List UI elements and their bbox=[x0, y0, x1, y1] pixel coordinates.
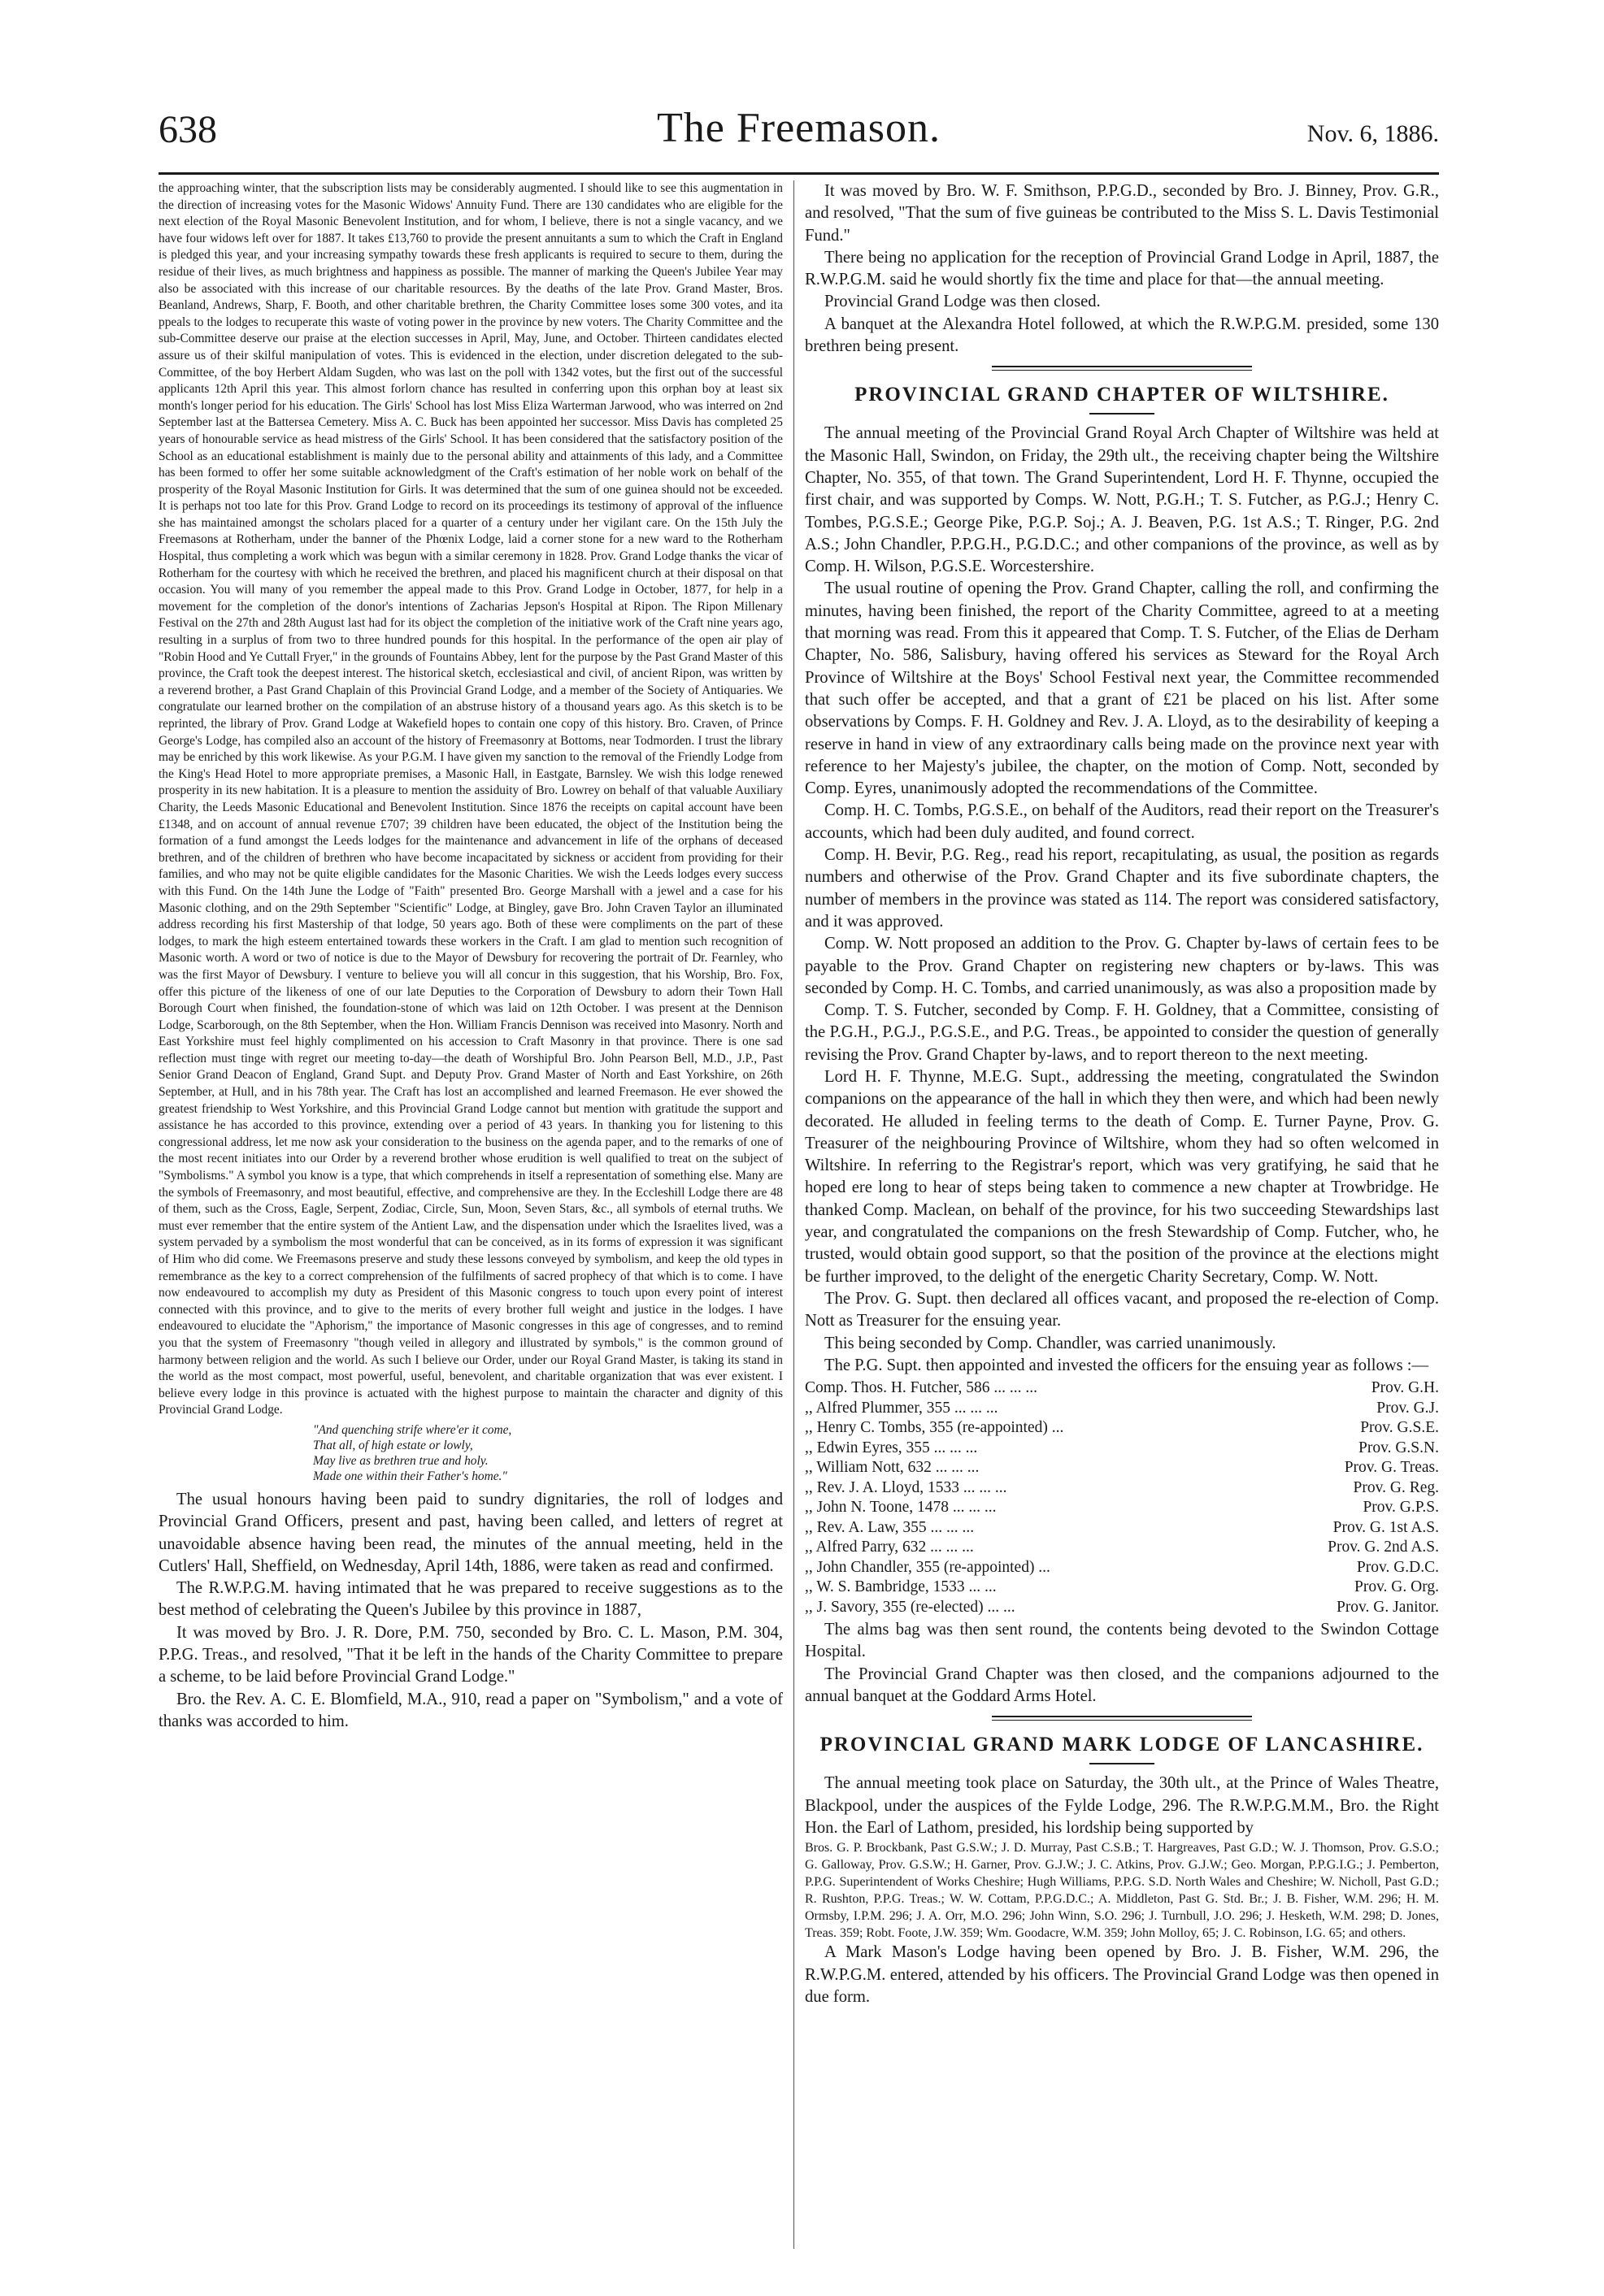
article-paragraph: This being seconded by Comp. Chandler, was carried unanimously. bbox=[824, 1334, 1276, 1352]
article-paragraph: Comp. H. Bevir, P.G. Reg., read his report, recapitulating, as usual, the position as regards numbers and otherwise of the Prov. Grand Chapter and its five subordinate chapters, the number of members in the province was stated as 114. The report was considered satisfactory, and it was approved. bbox=[805, 846, 1439, 931]
article-heading: PROVINCIAL GRAND MARK LODGE OF LANCASHIRE. bbox=[819, 1734, 1424, 1756]
paragraph-motion: It was moved by Bro. J. R. Dore, P.M. 750, seconded by Bro. C. L. Mason, P.M. 304, P.P.G. Treas., and resolved, "That it be left in the hands of the Charity Committee to prepare a scheme, to be laid before Provincial Grand Lodge." bbox=[159, 1623, 783, 1686]
article-paragraph: The usual routine of opening the Prov. Grand Chapter, calling the roll, and confirming the minutes, having been finished, the report of the Charity Committee, agreed to at a meeting that morning was read. From this it appeared that Comp. T. S. Futcher, of the Elias de Derham Chapter, No. 586, Salisbury, having offered his services as Steward for the Royal Arch Province of Wiltshire at the Boys' School Festival next year, the Committee recommended that such offer be accepted, and that a grant of £21 be placed on his list. After some observations by Comps. F. H. Goldney and Rev. J. A. Lloyd, as to the desirability of keeping a reserve in hand in view of any extraordinary calls being made on the province next year with reference to her Majesty's jubilee, the chapter, on the motion of Comp. Nott, seconded by Comp. Eyres, unanimously adopted the recommendations of the Committee. bbox=[805, 579, 1439, 798]
officer-office: Prov. G. 1st A.S. bbox=[1332, 1518, 1439, 1536]
page-number: 638 bbox=[159, 108, 217, 151]
officer-office: Prov. G.D.C. bbox=[1356, 1558, 1439, 1576]
masthead-rule bbox=[159, 172, 1439, 175]
section-separator bbox=[992, 1716, 1252, 1721]
section-separator bbox=[992, 366, 1252, 371]
article-lancashire bbox=[805, 1732, 1439, 2008]
officer-row bbox=[805, 1518, 1439, 1539]
article-paragraph: The alms bag was then sent round, the contents being devoted to the Swindon Cottage Hospital. bbox=[805, 1621, 1439, 1661]
officer-name: ,, Alfred Parry, 632 ... ... ... bbox=[805, 1539, 974, 1556]
officer-row bbox=[805, 1538, 1439, 1558]
officer-row bbox=[805, 1558, 1439, 1578]
article-paragraph: The Provincial Grand Chapter was then closed, and the companions adjourned to the annual banquet at the Goddard Arms Hotel. bbox=[805, 1664, 1439, 1706]
officer-office: Prov. G. Org. bbox=[1354, 1578, 1439, 1596]
paragraph-closed: Provincial Grand Lodge was then closed. bbox=[824, 293, 1101, 311]
article-paragraph: Lord H. F. Thynne, M.E.G. Supt., addressing the meeting, congratulated the Swindon companions on the appearance of the hall in which they then were, and which had been newly decorated. He alluded in feeling terms to the death of Comp. E. Turner Payne, Prov. G. Treasurer of the neighbouring Province of Wiltshire, whom they had so often welcomed in Wiltshire. In referring to the Registrar's report, which was very gratifying, he said that he hoped ere long to hear of steps being taken to commence a new chapter at Trowbridge. He thanked Comp. Maclean, on behalf of the province, for his two succeeding Stewardships last year, and congratulated the companions on the fresh Stewardship of Comp. Futcher, who, he trusted, would obtain good support, so that the position of the province at the elections might be further improved, to the delight of the energetic Charity Secretary, Comp. W. Nott. bbox=[805, 1067, 1439, 1286]
verse-line: That all, of high estate or lowly, bbox=[313, 1438, 473, 1452]
officer-office: Prov. G.S.N. bbox=[1358, 1439, 1439, 1456]
officer-row bbox=[805, 1458, 1439, 1478]
officer-row bbox=[805, 1418, 1439, 1439]
address-continuation: the approaching winter, that the subscription lists may be considerably augmented. I should like to see this augmentation in the direction of increasing votes for the Masonic Widows' Annuity Fund. There are 130 candidates who are eligible for the next election of the Royal Masonic Benevolent Institution, and for whom, I believe, there is not a single vacancy, and we have four widows left over for 1887. It takes £13,760 to provide the present annuitants a sum to which the Craft in England is pledged this year, and your increasing sympathy towards these fresh applicants is required to secure to them, during the residue of their lives, as much brightness and happiness as possible. The manner of marking the Queen's Jubilee Year may also be associated with this increase of our charitable resources. By the deaths of the late Prov. Grand Master, Bros. Beanland, Andrews, Sharp, F. Booth, and other charitable brethren, the Charity Committee loses some 300 votes, and ita ppeals to the lodges to recuperate this waste of voting power in the province by new voters. The Charity Committee and the sub-Committee deserve our praise at the election successes in April, May, June, and October. Thirteen candidates elected assure us of their skilful manipulation of votes. This is evidenced in the election, under discretion delegated to the sub-Committee, of the boy Herbert Aldam Sugden, who was last on the poll with 1342 votes, but the first out of the successful applicants 12th April this year. This almost forlorn chance has resulted in conferring upon this orphan boy at least six month's longer period for his education. The Girls' School has lost Miss Eliza Warterman Jarwood, who was interred on 2nd September last at the Battersea Cemetery. Miss A. C. Buck has been appointed her successor. Miss Davis has completed 25 years of honourable service as head mistress of the Girls' School. It has been considered that the satisfactory position of the School as an educational establishment is mainly due to the personal ability and attainments of this lady, and a Committee has been formed to offer her some suitable acknowledgment of the Craft's estimation of her noble work on behalf of the prosperity of the Royal Masonic Institution for Girls. It was determined that the sum of one guinea should not be exceeded. It is perhaps not too late for this Prov. Grand Lodge to record on its proceedings its testimony of approval of the influence she has maintained amongst the scholars placed for a quarter of a century under her vigilant care. On the 15th July the Freemasons at Rotherham, under the banner of the Phœnix Lodge, laid a corner stone for a new ward to the Rotherham Hospital, thus completing a work which was begun with a similar ceremony in 1828. Prov. Grand Lodge thanks the vicar of Rotherham for the courtesy with which he received the brethren, and placed his magnificent church at their disposal on that occasion. You will many of you remember the appeal made to this Prov. Grand Lodge in October, 1877, for help in a movement for the completion of the donor's intentions of Zacharias Jepson's Hospital at Ripon. The Ripon Millenary Festival on the 27th and 28th August last had for its object the completion of the initiative work of the Craft nine years ago, resulting in a surplus of from two to three hundred pounds for this hospital. In the performance of the open air play of "Robin Hood and Ye Cuttall Fryer," in the grounds of Fountains Abbey, lent for the purpose by the Past Grand Master of this province, the Craft took the deepest interest. The historical sketch, ecclesiastical and civil, of ancient Ripon, was written by a reverend brother, a Past Grand Chaplain of this Provincial Grand Lodge, and a member of the Society of Antiquaries. We congratulate our learned brother on the compilation of an abstruse history of a thousand years ago. As this sketch is to be reprinted, the library of Prov. Grand Lodge at Wakefield hopes to contain one copy of this history. Bro. Craven, of Prince George's Lodge, has compiled also an account of the history of Freemasonry at Bottoms, near Todmorden. I trust the library may be enriched by this work likewise. As your P.G.M. I have given my sanction to the removal of the Friendly Lodge from the King's Head Hotel to more appropriate premises, a Masonic Hall, in Eastgate, Barnsley. We wish this lodge renewed prosperity in its new habitation. It is a pleasure to mention the assiduity of Bro. Lowrey on behalf of that valuable Auxiliary Charity, the Leeds Masonic Educational and Benevolent Institution. Since 1876 the receipts on capital account have been £1348, and on account of annual revenue £707; 39 children have been educated, the object of the Institution being the formation of a fund amongst the Leeds lodges for the maintenance and advancement in life of the orphans of deceased brethren, and of the children of brethren who have become incapacitated by sickness or accident from providing for their families, and who may not be quite eligible candidates for the Masonic Charities. We wish the Leeds lodges every success with this Fund. On the 14th June the Lodge of "Faith" presented Bro. George Marshall with a jewel and a case for his Masonic clothing, and on the 29th September "Scientific" Lodge, at Bingley, gave Bro. John Craven Taylor an illuminated address recording his first Mastership of that lodge, 50 years ago. Both of these were compliments on the part of these lodges, to mark the high esteem entertained towards these workers in the Craft. I am glad to mention such recognition of Masonic worth. A word or two of notice is due to the Mayor of Dewsbury for recovering the portrait of Dr. Fearnley, who was the first Mayor of Dewsbury. I venture to believe you will all concur in this suggestion, that his Worship, Bro. Fox, offer this picture of the likeness of one of our late Deputies to the Corporation of Dewsbury to adorn their Town Hall Borough Court when finished, the foundation-stone of which was laid on 12th October. I was present at the Dennison Lodge, Scarborough, on the 8th September, when the Hon. William Francis Dennison was received into Masonry. North and East Yorkshire must feel highly complimented on his accession to Craft Masonry in that province. There is one sad reflection must tinge with regret our meeting to-day—the death of Worshipful Bro. John Pearson Bell, M.D., J.P., Past Senior Grand Deacon of England, Grand Supt. and Deputy Prov. Grand Master of North and East Yorkshire, on 26th September, at Hull, and in his 78th year. The Craft has lost an accomplished and learned Freemason. He ever showed the greatest friendship to West Yorkshire, and this Provincial Grand Lodge cannot but mention with gratitude the support and assistance he has accorded to this province, extending over a period of 43 years. In thanking you for listening to this congressional address, let me now ask your consideration to the business on the agenda paper, and to the remarks of one of the most recent initiates into our Order by a reverend brother whose erudition is well qualified to treat on the subject of "Symbolisms." A symbol you know is a type, that which comprehends in itself a representation of something else. Many are the symbols of Freemasonry, and most beautiful, effective, and comprehensive are they. In the Eccleshill Lodge there are 48 of them, such as the Cross, Eagle, Serpent, Zodiac, Circle, Sun, Moon, Seven Stars, &c., all symbols of eternal truths. We must ever remember that the entire system of the Antient Law, and the dispensation under which the Israelites lived, was a system pervaded by a symbolism the most wonderful that can be conceived, as in its forms of expression it was significant of Him who did come. We Freemasons preserve and study these lessons conveyed by symbolism, and keep the old types in remembrance as the key to a correct comprehension of the fulfilments of sacred prophecy of that which is to come. I have now endeavoured to accomplish my duty as President of this Masonic congress to touch upon every point of interest connected with this province, and to give to the merits of every brother full weight and justice in the lodges. I have endeavoured to elucidate the "Aphorism," the importance of Masonic congresses in this age of congresses, and to remind you that the system of Freemasonry "though veiled in allegory and illustrated by symbols," is the common ground of harmony between religion and the world. As such I believe our Order, under our Royal Grand Master, is taking its stand in the world as the most compact, most powerful, useful, benevolent, and charitable organization that was ever existent. I believe every lodge in this province is actuated with the highest purpose to maintain the character and dignity of this Provincial Grand Lodge. bbox=[159, 181, 783, 1417]
officer-office: Prov. G. Reg. bbox=[1353, 1478, 1439, 1496]
officer-office: Prov. G.P.S. bbox=[1363, 1499, 1439, 1517]
article-paragraph: Comp. T. S. Futcher, seconded by Comp. F. H. Goldney, that a Committee, consisting of the P.G.H., P.G.J., P.G.S.E., and P.G. Treas., be appointed to consider the question of generally revising the Prov. Grand Chapter by-laws, and to report thereon to the next meeting. bbox=[805, 1001, 1439, 1064]
officer-row bbox=[805, 1598, 1439, 1618]
officer-name: ,, William Nott, 632 ... ... ... bbox=[805, 1459, 980, 1477]
heading-rule bbox=[1089, 1763, 1154, 1764]
verse-line: Made one within their Father's home." bbox=[313, 1469, 507, 1483]
verse-quotation bbox=[313, 1422, 783, 1484]
issue-date: Nov. 6, 1886. bbox=[1306, 120, 1439, 147]
officer-row bbox=[805, 1498, 1439, 1518]
officer-list bbox=[805, 1378, 1439, 1617]
officer-name: ,, Rev. A. Law, 355 ... ... ... bbox=[805, 1518, 975, 1536]
officer-name: ,, Henry C. Tombs, 355 (re-appointed) ... bbox=[805, 1419, 1064, 1437]
article-paragraph: The P.G. Supt. then appointed and invested the officers for the ensuing year as follows :— bbox=[824, 1356, 1429, 1374]
paragraph-jubilee: The R.W.P.G.M. having intimated that he was prepared to receive suggestions as to the best method of celebrating the Queen's Jubilee by this province in 1887, bbox=[159, 1579, 783, 1620]
officer-name: Comp. Thos. H. Futcher, 586 ... ... ... bbox=[805, 1379, 1037, 1397]
officer-row bbox=[805, 1399, 1439, 1419]
officer-name: ,, John N. Toone, 1478 ... ... ... bbox=[805, 1499, 997, 1517]
officer-row bbox=[805, 1378, 1439, 1399]
attendee-list: Bros. G. P. Brockbank, Past G.S.W.; J. D. Murray, Past C.S.B.; T. Hargreaves, Past G.D.; W. J. Thomson, Prov. G.S.O.; G. Galloway, Prov. G.S.W.; H. Garner, Prov. G.J.W.; J. C. Atkins, Prov. G.J.W.; Geo. Morgan, P.P.G.I.G.; J. Pemberton, P.P.G. Superintendent of Works Cheshire; Hugh Williams, P.P.G. S.D. North Wales and Cheshire; W. Nicholl, Past G.D.; R. Rushton, P.P.G. Treas.; W. W. Cottam, P.P.G.D.C.; A. Middleton, Past G. Std. Br.; J. B. Fisher, W.M. 296; H. M. Ormsby, I.P.M. 296; J. A. Orr, M.O. 296; John Winn, S.O. 296; J. Turnbull, J.O. 296; J. Hesketh, W.M. 298; D. Jones, Treas. 359; Robt. Foote, J.W. 359; Wm. Goodacre, W.M. 359; John Molloy, 65; J. C. Robinson, I.G. 65; and others. bbox=[805, 1841, 1439, 1941]
officer-office: Prov. G. Janitor. bbox=[1336, 1598, 1439, 1616]
article-wiltshire bbox=[805, 382, 1439, 1708]
article-paragraph: A Mark Mason's Lodge having been opened by Bro. J. B. Fisher, W.M. 296, the R.W.P.G.M. entered, attended by his officers. The Provincial Grand Lodge was then opened in due form. bbox=[805, 1943, 1439, 2006]
officer-name: ,, Rev. J. A. Lloyd, 1533 ... ... ... bbox=[805, 1478, 1007, 1496]
officer-office: Prov. G.H. bbox=[1371, 1379, 1439, 1397]
officer-name: ,, John Chandler, 355 (re-appointed) ... bbox=[805, 1558, 1050, 1576]
publication-title: The Freemason. bbox=[656, 105, 941, 151]
article-paragraph: Comp. H. C. Tombs, P.G.S.E., on behalf of the Auditors, read their report on the Treasurer's accounts, which had been duly audited, and found correct. bbox=[805, 801, 1439, 842]
paragraph-banquet: A banquet at the Alexandra Hotel followed, at which the R.W.P.G.M. presided, some 130 brethren being present. bbox=[805, 315, 1439, 356]
article-paragraph: The Prov. G. Supt. then declared all offices vacant, and proposed the re-election of Comp. Nott as Treasurer for the ensuing year. bbox=[805, 1289, 1439, 1330]
article-paragraph: The annual meeting took place on Saturday, the 30th ult., at the Prince of Wales Theatre, Blackpool, under the auspices of the Fylde Lodge, 296. The R.W.P.G.M.M., Bro. the Right Hon. the Earl of Lathom, presided, his lordship being supported by bbox=[805, 1774, 1439, 1837]
officer-row bbox=[805, 1578, 1439, 1598]
article-paragraph: Comp. W. Nott proposed an addition to the Prov. G. Chapter by-laws of certain fees to be payable to the Prov. Grand Chapter on registering new chapters or by-laws. This was seconded by Comp. H. C. Tombs, and carried unanimously, as was also a proposition made by bbox=[805, 935, 1439, 997]
verse-line: May live as brethren true and holy. bbox=[313, 1453, 489, 1468]
right-column bbox=[805, 180, 1439, 2249]
article-heading: PROVINCIAL GRAND CHAPTER OF WILTSHIRE. bbox=[854, 384, 1389, 406]
officer-name: ,, Edwin Eyres, 355 ... ... ... bbox=[805, 1439, 978, 1456]
heading-rule bbox=[1089, 413, 1154, 414]
column-divider bbox=[793, 180, 794, 2249]
paragraph-symbolism-paper: Bro. the Rev. A. C. E. Blomfield, M.A., 910, read a paper on "Symbolism," and a vote of thanks was accorded to him. bbox=[159, 1690, 783, 1730]
left-column bbox=[159, 180, 783, 2249]
article-paragraph: The annual meeting of the Provincial Grand Royal Arch Chapter of Wiltshire was held at the Masonic Hall, Swindon, on Friday, the 29th ult., the receiving chapter being the Wiltshire Chapter, No. 355, of that town. The Grand Superintendent, Lord H. F. Thynne, occupied the first chair, and was supported by Comps. W. Nott, P.G.H.; T. S. Futcher, as P.G.J.; Henry C. Tombes, P.G.S.E.; George Pike, P.G.P. Soj.; A. J. Beaven, P.G. 1st A.S.; T. Ringer, P.G. 2nd A.S.; John Chandler, P.P.G.H., P.G.D.C.; and other companions of the province, as well as by Comp. H. Wilson, P.G.S.E. Worcestershire. bbox=[805, 424, 1439, 576]
officer-name: ,, W. S. Bambridge, 1533 ... ... bbox=[805, 1578, 997, 1596]
officer-office: Prov. G.S.E. bbox=[1360, 1419, 1439, 1437]
officer-row bbox=[805, 1439, 1439, 1459]
paragraph-honours: The usual honours having been paid to sundry dignitaries, the roll of lodges and Provincial Grand Officers, present and past, having been called, and letters of regret at unavoidable absence having been read, the minutes of the annual meeting, held in the Cutlers' Hall, Sheffield, on Wednesday, April 14th, 1886, were taken as read and confirmed. bbox=[159, 1490, 783, 1575]
officer-office: Prov. G. 2nd A.S. bbox=[1328, 1539, 1439, 1556]
verse-line: "And quenching strife where'er it come, bbox=[313, 1422, 512, 1437]
officer-office: Prov. G.J. bbox=[1376, 1399, 1439, 1417]
officer-name: ,, Alfred Plummer, 355 ... ... ... bbox=[805, 1399, 998, 1417]
officer-office: Prov. G. Treas. bbox=[1344, 1459, 1439, 1477]
masthead bbox=[159, 106, 1439, 169]
paragraph-testimonial: It was moved by Bro. W. F. Smithson, P.P.G.D., seconded by Bro. J. Binney, Prov. G.R., and resolved, "That the sum of five guineas be contributed to the Miss S. L. Davis Testimonial Fund." bbox=[805, 182, 1439, 245]
officer-name: ,, J. Savory, 355 (re-elected) ... ... bbox=[805, 1598, 1015, 1616]
paragraph-next-meeting: There being no application for the reception of Provincial Grand Lodge in April, 1887, the R.W.P.G.M. said he would shortly fix the time and place for that—the annual meeting. bbox=[805, 248, 1439, 289]
officer-row bbox=[805, 1478, 1439, 1499]
